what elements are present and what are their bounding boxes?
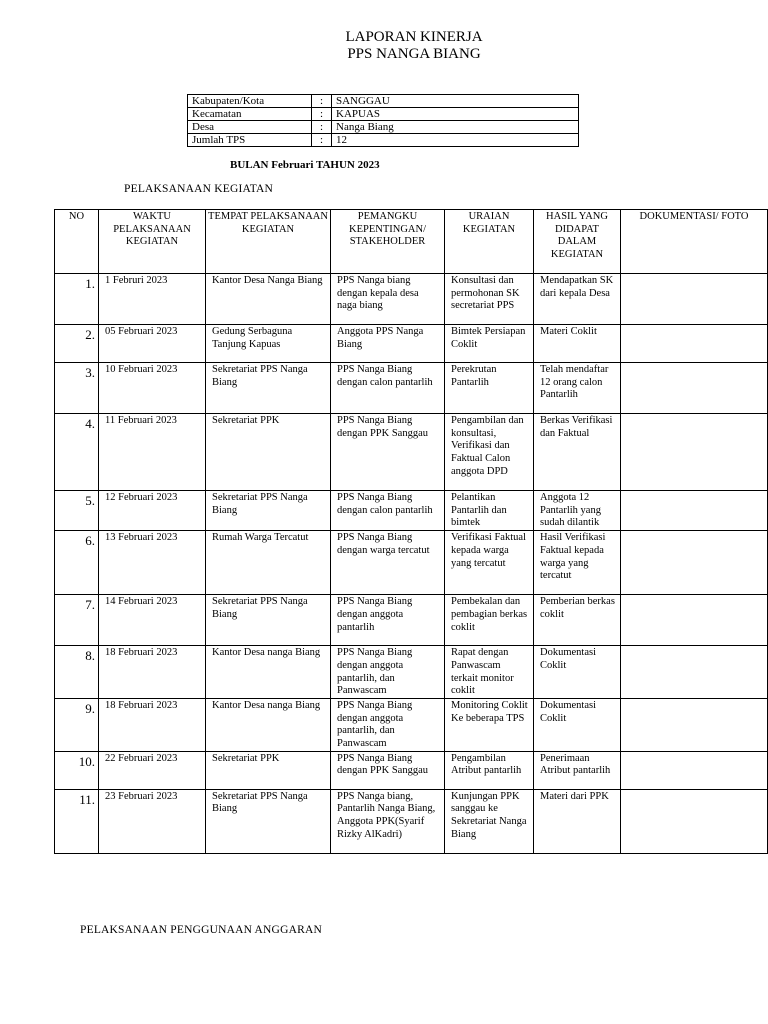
cell-tempat: Rumah Warga Tercatut [206,531,331,595]
info-value: KAPUAS [332,108,579,121]
cell-uraian: Pembekalan dan pembagian berkas coklit [445,595,534,646]
period-heading: BULAN Februari TAHUN 2023 [230,159,380,171]
cell-waktu: 18 Februari 2023 [99,698,206,751]
info-row [188,95,579,108]
cell-tempat: Sekretariat PPK [206,751,331,789]
cell-dokumentasi [621,325,768,363]
cell-dokumentasi [621,363,768,414]
cell-waktu: 14 Februari 2023 [99,595,206,646]
cell-waktu: 12 Februari 2023 [99,491,206,531]
table-row [55,274,768,325]
cell-uraian: Pengambilan dan konsultasi, Verifikasi dan Faktual Calon anggota DPD [445,414,534,491]
cell-no: 3. [55,363,99,414]
cell-dokumentasi [621,274,768,325]
info-label: Desa [188,121,312,134]
cell-no: 6. [55,531,99,595]
cell-hasil: Dokumentasi Coklit [534,698,621,751]
cell-tempat: Gedung Serbaguna Tanjung Kapuas [206,325,331,363]
cell-uraian: Pengambilan Atribut pantarlih [445,751,534,789]
info-value: SANGGAU [332,95,579,108]
cell-no: 2. [55,325,99,363]
cell-waktu: 1 Februri 2023 [99,274,206,325]
cell-hasil: Pemberian berkas coklit [534,595,621,646]
table-row [55,363,768,414]
cell-waktu: 10 Februari 2023 [99,363,206,414]
cell-no: 8. [55,646,99,699]
cell-tempat: Kantor Desa nanga Biang [206,698,331,751]
activities-table [54,209,768,854]
cell-uraian: Verifikasi Faktual kepada warga yang tercatut [445,531,534,595]
cell-hasil: Materi Coklit [534,325,621,363]
info-row [188,134,579,147]
header-uraian: URAIAN KEGIATAN [445,210,534,274]
cell-dokumentasi [621,751,768,789]
cell-hasil: Dokumentasi Coklit [534,646,621,699]
info-value: 12 [332,134,579,147]
table-row [55,414,768,491]
table-row [55,325,768,363]
cell-dokumentasi [621,646,768,699]
cell-hasil: Hasil Verifikasi Faktual kepada warga yang tercatut [534,531,621,595]
cell-pemangku: PPS Nanga Biang dengan PPK Sanggau [331,751,445,789]
cell-waktu: 22 Februari 2023 [99,751,206,789]
cell-no: 9. [55,698,99,751]
cell-uraian: Monitoring Coklit Ke beberapa TPS [445,698,534,751]
info-table [187,94,579,147]
cell-pemangku: PPS Nanga Biang dengan anggota pantarlih, dan Panwascam [331,698,445,751]
cell-no: 10. [55,751,99,789]
cell-dokumentasi [621,595,768,646]
table-row [55,531,768,595]
cell-waktu: 11 Februari 2023 [99,414,206,491]
cell-waktu: 13 Februari 2023 [99,531,206,595]
info-row [188,108,579,121]
info-value: Nanga Biang [332,121,579,134]
info-row [188,121,579,134]
table-row [55,789,768,853]
header-waktu: WAKTU PELAKSANAAN KEGIATAN [99,210,206,274]
cell-pemangku: PPS Nanga Biang dengan PPK Sanggau [331,414,445,491]
info-separator: : [312,134,332,147]
table-row [55,595,768,646]
cell-hasil: Berkas Verifikasi dan Faktual [534,414,621,491]
cell-hasil: Telah mendaftar 12 orang calon Pantarlih [534,363,621,414]
cell-dokumentasi [621,698,768,751]
cell-uraian: Konsultasi dan permohonan SK secretariat PPS [445,274,534,325]
report-subtitle: PPS NANGA BIANG [347,46,481,62]
info-separator: : [312,121,332,134]
info-separator: : [312,108,332,121]
cell-pemangku: PPS Nanga Biang dengan warga tercatut [331,531,445,595]
cell-no: 4. [55,414,99,491]
cell-uraian: Perekrutan Pantarlih [445,363,534,414]
cell-tempat: Sekretariat PPS Nanga Biang [206,789,331,853]
cell-waktu: 23 Februari 2023 [99,789,206,853]
cell-dokumentasi [621,491,768,531]
cell-waktu: 18 Februari 2023 [99,646,206,699]
table-row [55,646,768,699]
info-label: Kecamatan [188,108,312,121]
section-title-activities: PELAKSANAAN KEGIATAN [124,183,274,195]
header-dokumentasi: DOKUMENTASI/ FOTO [621,210,768,274]
table-row [55,751,768,789]
cell-hasil: Mendapatkan SK dari kepala Desa [534,274,621,325]
cell-hasil: Materi dari PPK [534,789,621,853]
cell-waktu: 05 Februari 2023 [99,325,206,363]
cell-tempat: Sekretariat PPS Nanga Biang [206,595,331,646]
cell-no: 7. [55,595,99,646]
cell-hasil: Penerimaan Atribut pantarlih [534,751,621,789]
table-header-row [55,210,768,274]
table-row [55,491,768,531]
info-label: Jumlah TPS [188,134,312,147]
section-title-budget: PELAKSANAAN PENGGUNAAN ANGGARAN [80,924,322,936]
info-separator: : [312,95,332,108]
cell-tempat: Sekretariat PPS Nanga Biang [206,491,331,531]
cell-tempat: Kantor Desa nanga Biang [206,646,331,699]
cell-pemangku: PPS Nanga biang dengan kepala desa naga biang [331,274,445,325]
cell-no: 5. [55,491,99,531]
cell-no: 11. [55,789,99,853]
cell-uraian: Bimtek Persiapan Coklit [445,325,534,363]
cell-pemangku: PPS Nanga Biang dengan anggota pantarlih [331,595,445,646]
cell-uraian: Kunjungan PPK sanggau ke Sekretariat Nanga Biang [445,789,534,853]
header-pemangku: PEMANGKU KEPENTINGAN/ STAKEHOLDER [331,210,445,274]
cell-dokumentasi [621,531,768,595]
report-title: LAPORAN KINERJA [345,29,483,45]
header-hasil: HASIL YANG DIDAPAT DALAM KEGIATAN [534,210,621,274]
info-label: Kabupaten/Kota [188,95,312,108]
table-row [55,698,768,751]
cell-dokumentasi [621,414,768,491]
cell-uraian: Pelantikan Pantarlih dan bimtek [445,491,534,531]
cell-pemangku: PPS Nanga Biang dengan anggota pantarlih, dan Panwascam [331,646,445,699]
cell-pemangku: PPS Nanga biang, Pantarlih Nanga Biang, Anggota PPK(Syarif Rizky AlKadri) [331,789,445,853]
cell-tempat: Kantor Desa Nanga Biang [206,274,331,325]
cell-pemangku: PPS Nanga Biang dengan calon pantarlih [331,491,445,531]
cell-hasil: Anggota 12 Pantarlih yang sudah dilantik [534,491,621,531]
cell-pemangku: PPS Nanga Biang dengan calon pantarlih [331,363,445,414]
cell-tempat: Sekretariat PPS Nanga Biang [206,363,331,414]
header-tempat: TEMPAT PELAKSANAAN KEGIATAN [206,210,331,274]
cell-no: 1. [55,274,99,325]
cell-pemangku: Anggota PPS Nanga Biang [331,325,445,363]
cell-dokumentasi [621,789,768,853]
header-no: NO [55,210,99,274]
cell-uraian: Rapat dengan Panwascam terkait monitor coklit [445,646,534,699]
cell-tempat: Sekretariat PPK [206,414,331,491]
